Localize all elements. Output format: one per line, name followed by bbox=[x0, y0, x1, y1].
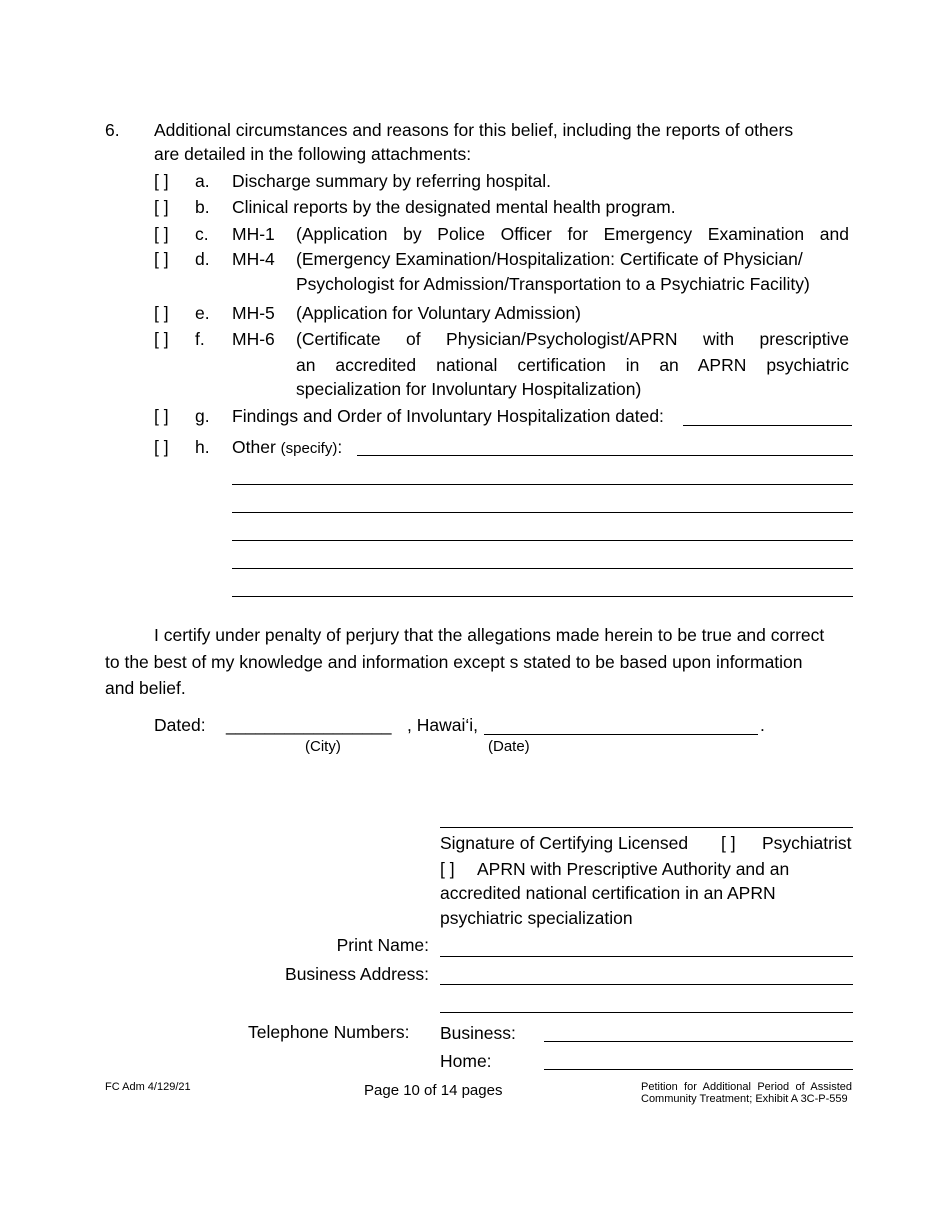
business-address-field-1[interactable] bbox=[440, 984, 853, 985]
attachment-f-text-2: an accredited national certification in an APRN psychiatric bbox=[296, 355, 849, 375]
attachment-c-code: MH-1 bbox=[232, 224, 275, 244]
attachment-a-text: Discharge summary by referring hospital. bbox=[232, 171, 552, 191]
aprn-line-1: APRN with Prescriptive Authority and an bbox=[477, 859, 790, 879]
home-phone-field[interactable] bbox=[544, 1069, 853, 1070]
business-address-label: Business Address: bbox=[285, 964, 429, 984]
checkbox-a[interactable]: [ ] bbox=[154, 171, 169, 191]
aprn-line-2: accredited national certification in an APRN bbox=[440, 883, 776, 903]
letter-c: c. bbox=[195, 224, 209, 244]
certification-line-2: to the best of my knowledge and information except s stated to be based upon information bbox=[105, 652, 803, 672]
attachment-c-text: (Application by Police Officer for Emergency Examination and bbox=[296, 224, 849, 244]
checkbox-b[interactable]: [ ] bbox=[154, 197, 169, 217]
checkbox-h[interactable]: [ ] bbox=[154, 437, 169, 457]
certification-line-3: and belief. bbox=[105, 678, 186, 698]
attachment-d-text-2: Psychologist for Admission/Transportation to a Psychiatric Facility) bbox=[296, 274, 810, 294]
specify-note: (specify) bbox=[280, 440, 338, 457]
attachment-b-text: Clinical reports by the designated mental health program. bbox=[232, 197, 676, 217]
city-caption: (City) bbox=[305, 738, 341, 755]
attachment-d-code: MH-4 bbox=[232, 249, 275, 269]
checkbox-g[interactable]: [ ] bbox=[154, 406, 169, 426]
business-phone-label: Business: bbox=[440, 1023, 516, 1043]
letter-f: f. bbox=[195, 329, 205, 349]
checkbox-d[interactable]: [ ] bbox=[154, 249, 169, 269]
date-caption: (Date) bbox=[488, 738, 530, 755]
item-intro-line-1: Additional circumstances and reasons for this belief, including the reports of others bbox=[154, 120, 794, 140]
letter-a: a. bbox=[195, 171, 210, 191]
print-name-label: Print Name: bbox=[336, 935, 429, 955]
attachment-e-code: MH-5 bbox=[232, 303, 275, 323]
order-date-field[interactable] bbox=[683, 425, 852, 426]
footer-title-line-1: Petition for Additional Period of Assisted bbox=[641, 1081, 852, 1093]
other-line-2[interactable] bbox=[232, 484, 853, 485]
business-address-field-2[interactable] bbox=[440, 1012, 853, 1013]
home-phone-label: Home: bbox=[440, 1051, 492, 1071]
other-line-6[interactable] bbox=[232, 596, 853, 597]
other-line-3[interactable] bbox=[232, 512, 853, 513]
psychiatrist-label: Psychiatrist bbox=[762, 833, 852, 853]
dated-period: . bbox=[760, 715, 765, 735]
attachment-g-text: Findings and Order of Involuntary Hospitalization dated: bbox=[232, 406, 664, 426]
item-intro-line-2: are detailed in the following attachments: bbox=[154, 144, 472, 164]
attachment-e-text: (Application for Voluntary Admission) bbox=[296, 303, 581, 323]
aprn-line-3: psychiatric specialization bbox=[440, 908, 633, 928]
form-id: FC Adm 4/129/21 bbox=[105, 1081, 191, 1093]
signature-line[interactable] bbox=[440, 827, 853, 828]
attachment-f-text-3: specialization for Involuntary Hospitalization) bbox=[296, 379, 642, 399]
city-field[interactable]: _________________ bbox=[226, 715, 392, 735]
letter-e: e. bbox=[195, 303, 210, 323]
telephone-label: Telephone Numbers: bbox=[248, 1022, 410, 1042]
checkbox-f[interactable]: [ ] bbox=[154, 329, 169, 349]
signature-caption: Signature of Certifying Licensed bbox=[440, 833, 689, 853]
attachment-f-text-1: (Certificate of Physician/Psychologist/APRN with prescriptive bbox=[296, 329, 849, 349]
page-number: Page 10 of 14 pages bbox=[364, 1082, 503, 1099]
attachment-f-code: MH-6 bbox=[232, 329, 275, 349]
checkbox-c[interactable]: [ ] bbox=[154, 224, 169, 244]
other-specify-field[interactable] bbox=[357, 455, 853, 456]
checkbox-e[interactable]: [ ] bbox=[154, 303, 169, 323]
certification-line-1: I certify under penalty of perjury that the allegations made herein to be true and correct bbox=[154, 625, 825, 645]
business-phone-field[interactable] bbox=[544, 1041, 853, 1042]
print-name-field[interactable] bbox=[440, 956, 853, 957]
letter-h: h. bbox=[195, 437, 210, 457]
attachment-h-label bbox=[232, 436, 342, 460]
other-label: Other bbox=[232, 437, 276, 457]
other-colon: : bbox=[337, 437, 343, 457]
footer-title-line-2: Community Treatment; Exhibit A 3C-P-559 bbox=[641, 1093, 848, 1105]
letter-d: d. bbox=[195, 249, 210, 269]
date-field[interactable] bbox=[484, 734, 758, 735]
letter-g: g. bbox=[195, 406, 210, 426]
psychiatrist-checkbox[interactable]: [ ] bbox=[721, 833, 736, 853]
dated-label: Dated: bbox=[154, 715, 206, 735]
item-number: 6. bbox=[105, 120, 120, 140]
state-text: , Hawai‘i, bbox=[407, 715, 478, 735]
letter-b: b. bbox=[195, 197, 210, 217]
other-line-4[interactable] bbox=[232, 540, 853, 541]
attachment-d-text-1: (Emergency Examination/Hospitalization: Certificate of Physician/ bbox=[296, 249, 803, 269]
aprn-checkbox[interactable]: [ ] bbox=[440, 859, 455, 879]
other-line-5[interactable] bbox=[232, 568, 853, 569]
